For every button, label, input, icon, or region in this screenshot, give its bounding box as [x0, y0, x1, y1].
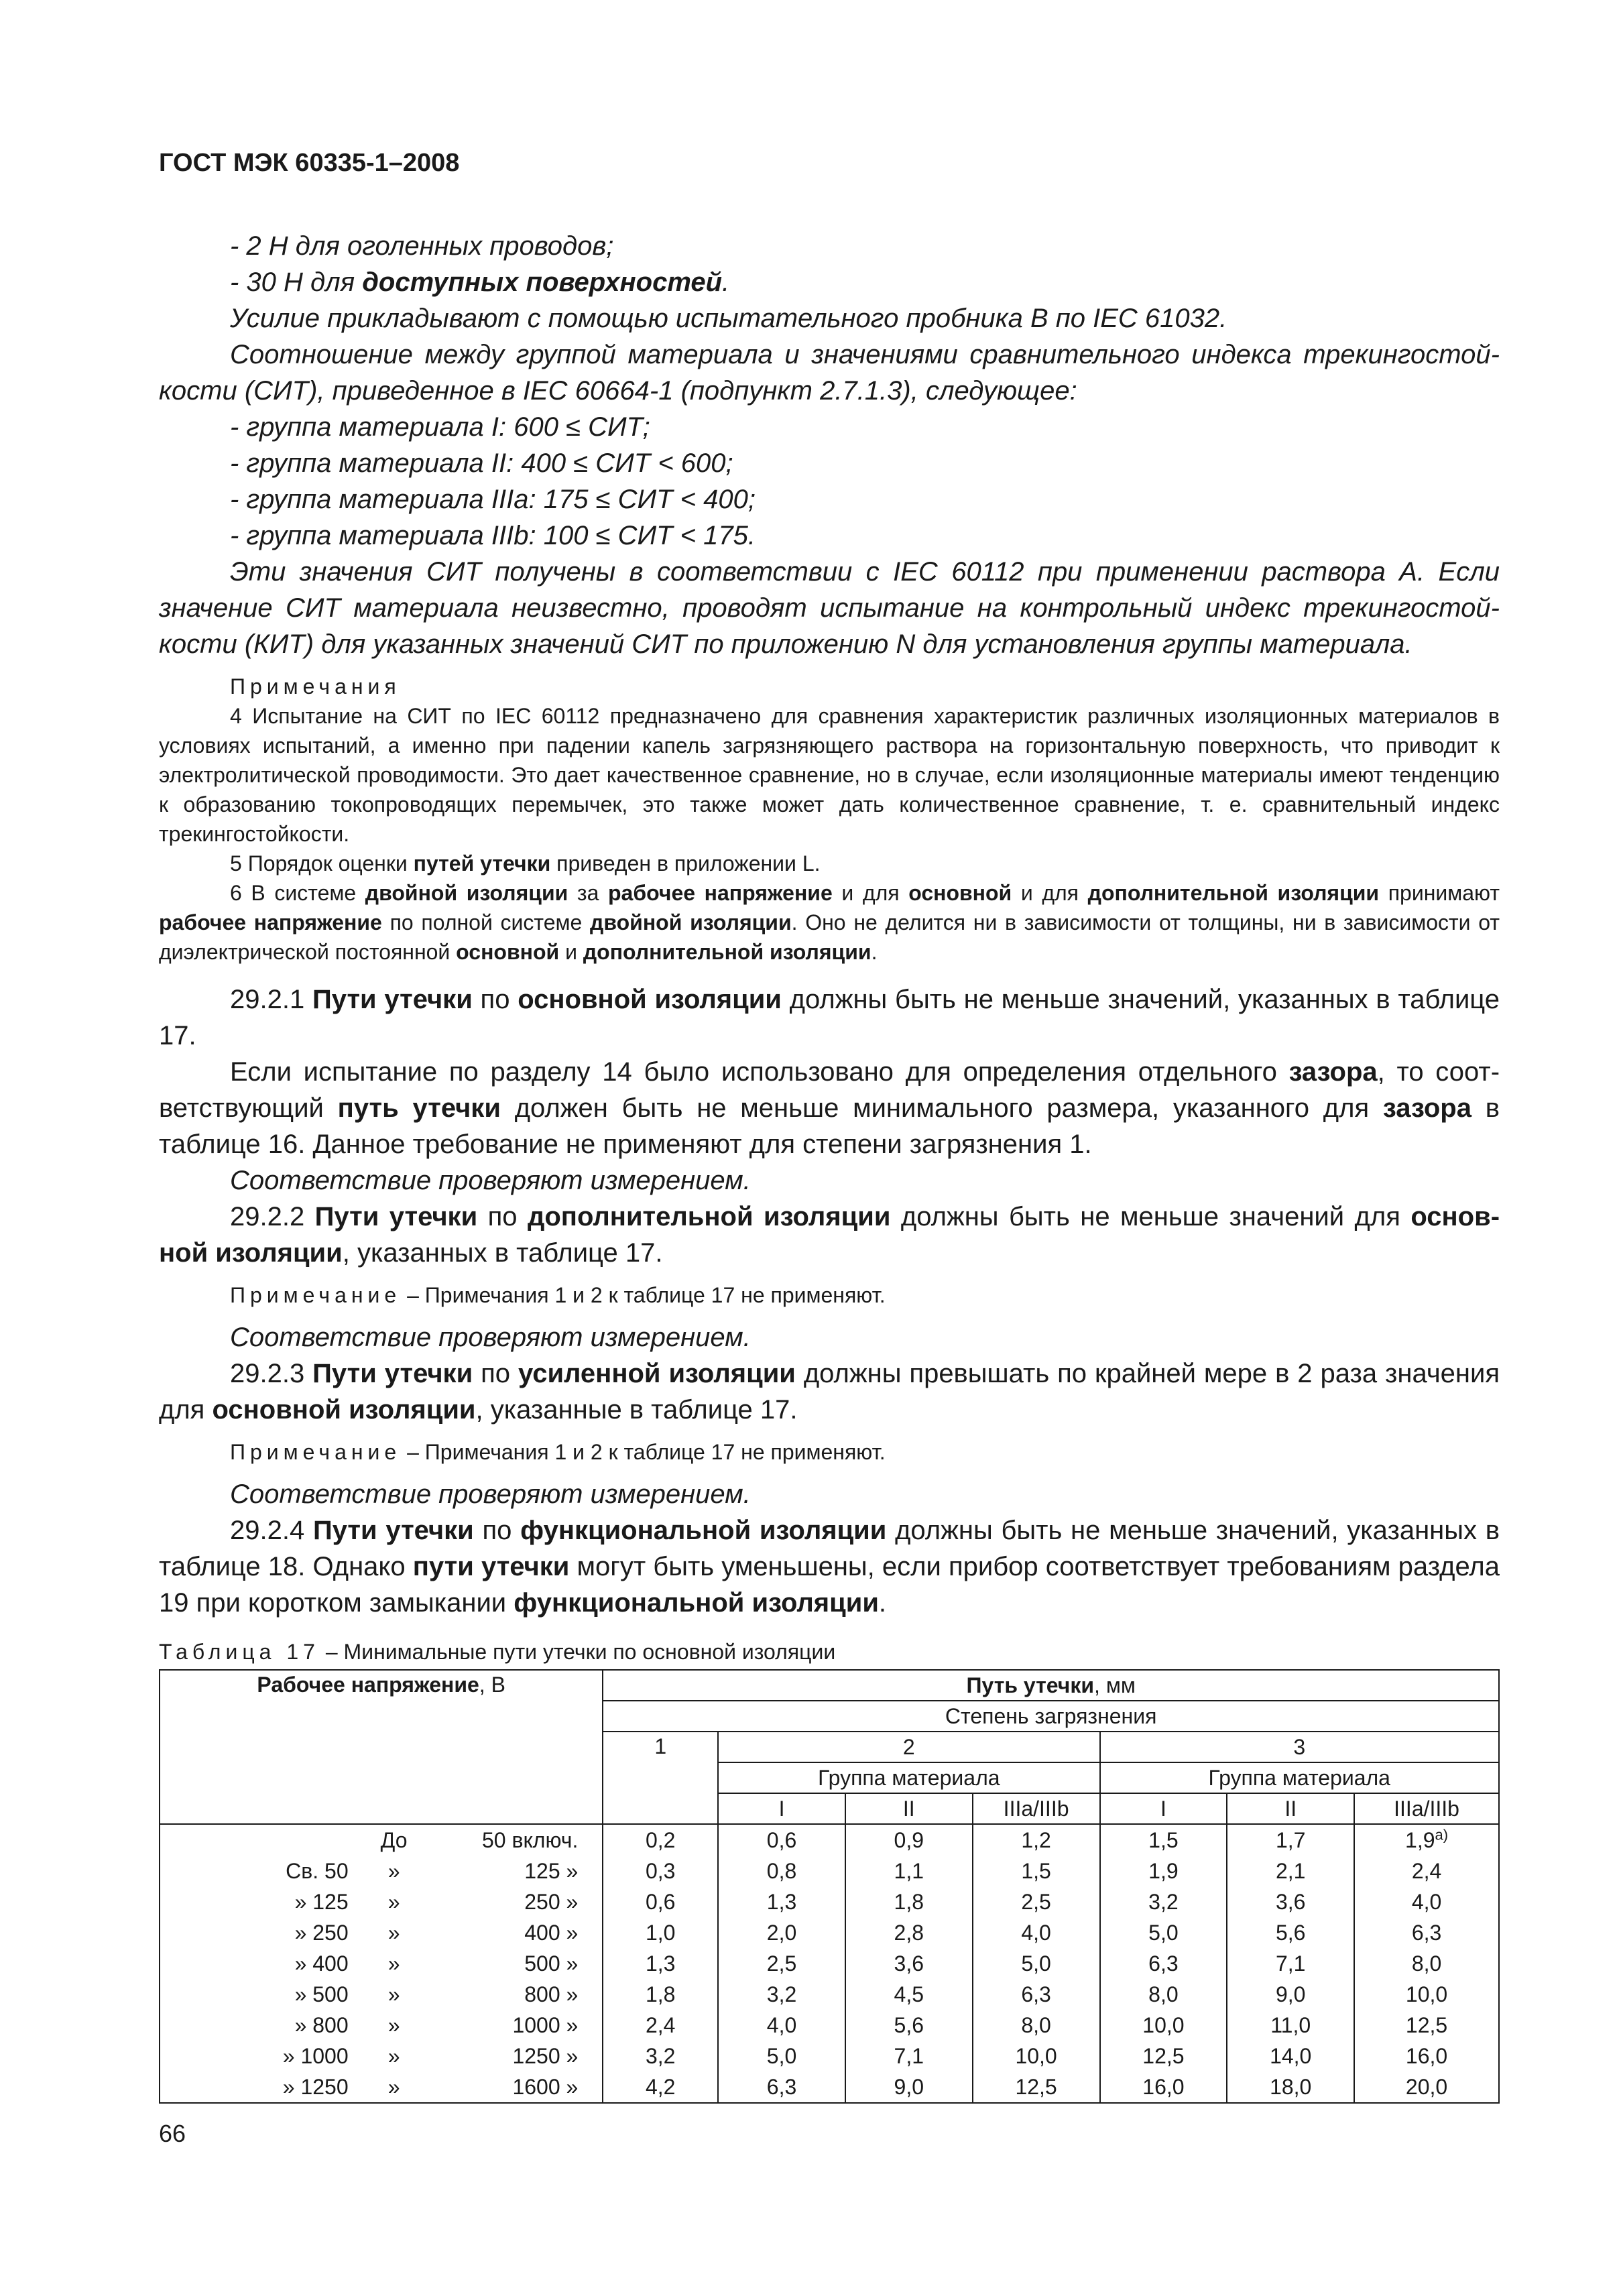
header-material-group: Группа материала	[718, 1762, 1099, 1793]
creepage-value: 3,6	[845, 1948, 973, 1979]
compliance-text: Соответствие проверяют измерением.	[230, 1479, 751, 1509]
voltage-to: 250 »	[428, 1886, 603, 1917]
header-group-i: I	[718, 1793, 845, 1824]
creepage-value: 10,0	[1100, 2010, 1227, 2041]
note-6: 6 В системе двойной изоляции за рабочее напряжение и для основной и для дополнительной изоляции принимают рабочее напряжение по полной системе двойной изоляции. Оно не делится ни в зависимости от толщины, ни в зависимости от диэлектрической постоянной основной и дополнительной изоляции.	[159, 881, 1500, 964]
creepage-value: 8,0	[1354, 1948, 1499, 1979]
creepage-value: 8,0	[973, 2010, 1100, 2041]
creepage-value: 6,3	[1354, 1917, 1499, 1948]
creepage-value	[1354, 1824, 1499, 1856]
creepage-value: 2,0	[718, 1917, 845, 1948]
creepage-value: 1,8	[845, 1886, 973, 1917]
compliance-text: Соответствие проверяют измерением.	[230, 1166, 751, 1195]
creepage-value: 5,0	[1100, 1917, 1227, 1948]
cti-intro: Соотношение между группой материала и значениями сравнительного индекса трекингостойкости (СИТ), приведенное в IEC 60664-1 (подпункт 2.7.1.3), следующее:	[159, 340, 1500, 406]
creepage-value: 14,0	[1227, 2041, 1354, 2071]
creepage-value: 1,3	[718, 1886, 845, 1917]
creepage-value: 10,0	[1354, 1979, 1499, 2010]
creepage-value: 3,6	[1227, 1886, 1354, 1917]
creepage-value: 6,3	[718, 2071, 845, 2103]
table-row	[160, 1979, 1499, 2010]
creepage-value: 2,5	[973, 1886, 1100, 1917]
creepage-value: 4,0	[1354, 1886, 1499, 1917]
creepage-value: 4,0	[718, 2010, 845, 2041]
voltage-from: Св. 50	[160, 1856, 361, 1886]
note-5: 5 Порядок оценки путей утечки приведен в приложении L.	[230, 851, 821, 875]
cti-values: Эти значения СИТ получены в соответствии с IEC 60112 при применении раствора А. Если значение СИТ материала неизвестно, проводят испытание на контрольный индекс трекингостойкости (КИТ) для указанных значений СИТ по приложению N для установления группы материала.	[159, 557, 1500, 659]
voltage-from	[160, 1824, 361, 1856]
voltage-from: » 400	[160, 1948, 361, 1979]
header-pollution-3: 3	[1100, 1732, 1499, 1762]
header-material-group: Группа материала	[1100, 1762, 1499, 1793]
compliance-text: Соответствие проверяют измерением.	[230, 1323, 751, 1352]
notes-title: Примечания	[230, 674, 401, 699]
group-item: - группа материала IIIa: 175 ≤ СИТ < 400;	[230, 485, 756, 514]
creepage-value: 4,5	[845, 1979, 973, 2010]
creepage-value: 12,5	[973, 2071, 1100, 2103]
page-number: 66	[159, 2120, 186, 2147]
creepage-value: 5,6	[1227, 1917, 1354, 1948]
note-single: Примечание – Примечания 1 и 2 к таблице 17 не применяют.	[230, 1283, 886, 1307]
document-body	[159, 228, 1500, 2104]
footnote-ref: a)	[1435, 1826, 1449, 1844]
creepage-value: 2,8	[845, 1917, 973, 1948]
voltage-to: 1600 »	[428, 2071, 603, 2103]
creepage-value: 1,8	[603, 1979, 718, 2010]
header-group-i: I	[1100, 1793, 1227, 1824]
table-row	[160, 1948, 1499, 1979]
voltage-to: 800 »	[428, 1979, 603, 2010]
header-group-iiia: IIIa/IIIb	[973, 1793, 1100, 1824]
voltage-sep: »	[387, 2044, 400, 2068]
creepage-value: 4,0	[973, 1917, 1100, 1948]
creepage-value: 1,5	[973, 1856, 1100, 1886]
creepage-value: 0,6	[718, 1824, 845, 1856]
creepage-value: 18,0	[1227, 2071, 1354, 2103]
table-row	[160, 2041, 1499, 2071]
header-pollution: Степень загрязнения	[603, 1701, 1499, 1732]
creepage-value: 0,9	[845, 1824, 973, 1856]
header-voltage: Рабочее напряжение, В	[160, 1670, 603, 1824]
voltage-to: 400 »	[428, 1917, 603, 1948]
header-creepage: Путь утечки, мм	[603, 1670, 1499, 1701]
header-group-ii: II	[845, 1793, 973, 1824]
creepage-value: 12,5	[1100, 2041, 1227, 2071]
creepage-value: 16,0	[1100, 2071, 1227, 2103]
note-4: 4 Испытание на СИТ по IEC 60112 предназначено для сравнения характеристик различных изоляционных материалов в условиях испытаний, а именно при падении капель загрязняющего раствора на горизонтальную поверхность, что приводит к электролитической проводимости. Это дает качественное сравнение, но в случае, если изоляционные материалы имеют тенденцию к образованию токопроводящих перемычек, это также может дать количественное сравнение, т. е. сравнительный индекс трекингостойкости.	[159, 704, 1500, 846]
voltage-from: » 500	[160, 1979, 361, 2010]
creepage-value: 20,0	[1354, 2071, 1499, 2103]
voltage-sep: »	[387, 1921, 400, 1945]
table-row	[160, 2071, 1499, 2103]
creepage-value: 1,3	[603, 1948, 718, 1979]
force-accessible-surfaces: - 30 Н для доступных поверхностей.	[230, 267, 730, 297]
clause-29-2-3: 29.2.3 Пути утечки по усиленной изоляции должны превышать по крайней мере в 2 раза значения для основной изоляции, указанные в таблице 17.	[159, 1359, 1500, 1425]
creepage-table	[159, 1669, 1500, 2104]
table-row	[160, 1917, 1499, 1948]
voltage-to: 1000 »	[428, 2010, 603, 2041]
creepage-value: 9,0	[1227, 1979, 1354, 2010]
creepage-value: 9,0	[845, 2071, 973, 2103]
table-row	[160, 2010, 1499, 2041]
creepage-value: 7,1	[1227, 1948, 1354, 1979]
creepage-value: 6,3	[973, 1979, 1100, 2010]
creepage-value: 2,1	[1227, 1856, 1354, 1886]
voltage-sep: »	[361, 2071, 428, 2103]
creepage-value: 0,3	[603, 1856, 718, 1886]
creepage-value: 4,2	[603, 2071, 718, 2103]
table-caption: Таблица 17 – Минимальные пути утечки по основной изоляции	[159, 1640, 836, 1664]
clause-29-2-4: 29.2.4 Пути утечки по функциональной изоляции должны быть не меньше значений, указанных в таблице 18. Однако пути утечки могут быть уменьшены, если прибор соответствует требованиям раздела 19 при коротком замыкании функциональной изоляции.	[159, 1516, 1500, 1618]
group-item: - группа материала I: 600 ≤ СИТ;	[230, 412, 650, 442]
group-item: - группа материала II: 400 ≤ СИТ < 600;	[230, 448, 733, 478]
creepage-value: 3,2	[718, 1979, 845, 2010]
voltage-to: 500 »	[428, 1948, 603, 1979]
clause-29-2-1-clearance: Если испытание по разделу 14 было использовано для определения отдельного зазора, то соответствующий путь утечки должен быть не меньше минимального размера, указанного для зазора в таблице 16. Данное требование не применяют для степени загрязнения 1.	[159, 1057, 1500, 1159]
creepage-value: 16,0	[1354, 2041, 1499, 2071]
voltage-sep: »	[387, 1890, 400, 1914]
creepage-value: 1,9	[1100, 1856, 1227, 1886]
creepage-value: 10,0	[973, 2041, 1100, 2071]
table-row	[160, 1824, 1499, 1856]
clause-29-2-2: 29.2.2 Пути утечки по дополнительной изоляции должны быть не меньше значений для основной изоляции, указанных в таблице 17.	[159, 1202, 1500, 1268]
table-row	[160, 1886, 1499, 1917]
creepage-value: 11,0	[1227, 2010, 1354, 2041]
voltage-sep: До	[361, 1824, 428, 1856]
creepage-value: 0,2	[603, 1824, 718, 1856]
group-item: - группа материала IIIb: 100 ≤ СИТ < 175.	[230, 521, 756, 550]
creepage-value: 5,6	[845, 2010, 973, 2041]
voltage-to: 50 включ.	[428, 1824, 603, 1856]
creepage-value: 8,0	[1100, 1979, 1227, 2010]
creepage-value-text: 1,9	[1405, 1828, 1435, 1852]
header-group-iiia: IIIa/IIIb	[1354, 1793, 1499, 1824]
creepage-value: 0,6	[603, 1886, 718, 1917]
voltage-sep: »	[387, 1982, 400, 2006]
note-single: Примечание – Примечания 1 и 2 к таблице 17 не применяют.	[230, 1440, 886, 1464]
creepage-value: 3,2	[1100, 1886, 1227, 1917]
creepage-value: 12,5	[1354, 2010, 1499, 2041]
creepage-value: 1,5	[1100, 1824, 1227, 1856]
creepage-value: 5,0	[973, 1948, 1100, 1979]
creepage-value: 6,3	[1100, 1948, 1227, 1979]
creepage-value: 1,0	[603, 1917, 718, 1948]
creepage-value: 2,4	[1354, 1856, 1499, 1886]
voltage-from: » 1250	[160, 2071, 361, 2103]
header-pollution-2: 2	[718, 1732, 1099, 1762]
creepage-value: 5,0	[718, 2041, 845, 2071]
voltage-to: 1250 »	[428, 2041, 603, 2071]
creepage-value: 7,1	[845, 2041, 973, 2071]
creepage-value: 3,2	[603, 2041, 718, 2071]
voltage-from: » 250	[160, 1917, 361, 1948]
voltage-sep: »	[387, 1859, 400, 1883]
voltage-from: » 800	[160, 2010, 361, 2041]
voltage-sep: »	[387, 2013, 400, 2037]
creepage-value: 1,1	[845, 1856, 973, 1886]
document-header: ГОСТ МЭК 60335-1–2008	[159, 149, 460, 177]
creepage-value: 0,8	[718, 1856, 845, 1886]
header-pollution-1: 1	[603, 1732, 718, 1824]
creepage-value: 1,2	[973, 1824, 1100, 1856]
clause-29-2-1: 29.2.1 Пути утечки по основной изоляции должны быть не меньше значений, указанных в таблице 17.	[159, 985, 1500, 1050]
voltage-from: » 1000	[160, 2041, 361, 2071]
header-group-ii: II	[1227, 1793, 1354, 1824]
creepage-value: 1,7	[1227, 1824, 1354, 1856]
voltage-from: » 125	[160, 1886, 361, 1917]
probe-text: Усилие прикладывают с помощью испытательного пробника В по IEC 61032.	[230, 304, 1227, 333]
creepage-value: 2,5	[718, 1948, 845, 1979]
force-bare-conductors: - 2 Н для оголенных проводов;	[230, 231, 614, 261]
voltage-to: 125 »	[428, 1856, 603, 1886]
creepage-value: 2,4	[603, 2010, 718, 2041]
voltage-sep: »	[387, 1951, 400, 1976]
table-row	[160, 1856, 1499, 1886]
